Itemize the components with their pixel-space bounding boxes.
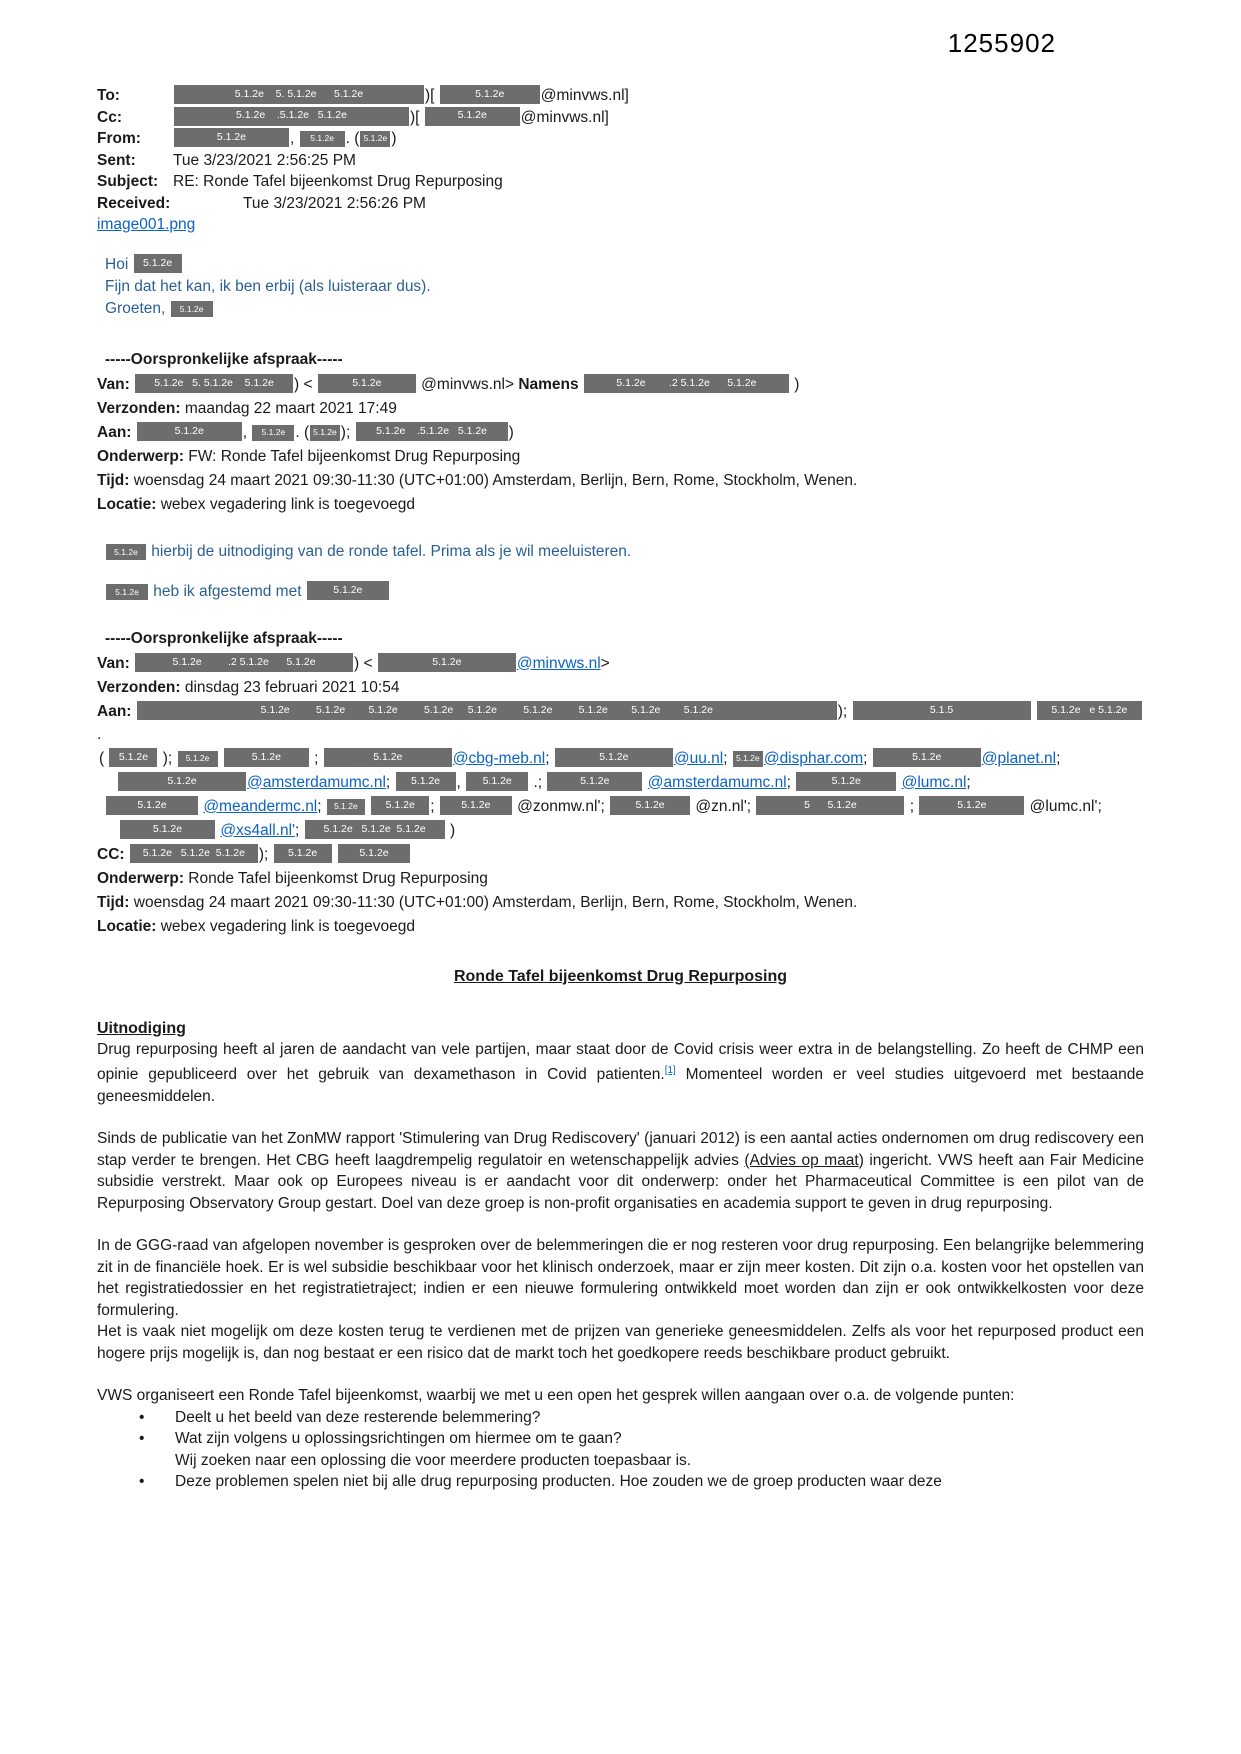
redaction-box: 5.1.2e 5.1.2e 5.1.2e 5.1.2e 5.1.2e 5.1.2e 5.1.2e 5.1.2e 5.1.2e [137, 701, 837, 720]
text: ); [258, 845, 273, 863]
text: , [242, 423, 252, 441]
redaction-box: 5.1.2e [120, 820, 215, 839]
van-row [97, 652, 1144, 675]
text: @minvws.nl] [540, 87, 629, 104]
redaction-box: 5.1.2e [171, 301, 213, 317]
text: Momenteel worden er veel studies uitgevoerd met bestaande geneesmiddelen. [97, 1066, 1149, 1105]
subject-value: RE: Ronde Tafel bijeenkomst Drug Repurposing [173, 173, 503, 190]
text: ; [863, 749, 872, 767]
email-link[interactable]: @minvws.nl [516, 654, 601, 672]
received-label: Received: [97, 194, 171, 212]
cc-value [129, 846, 411, 863]
tijd-row [97, 891, 1144, 914]
redaction-box: 5.1.2e [440, 85, 540, 104]
text: ) < [354, 654, 377, 672]
aan-row-line-2 [97, 747, 1144, 770]
onderwerp-label: Onderwerp: [97, 869, 189, 887]
bullet-item: • Deelt u het beeld van deze resterende belemmering? [97, 1407, 1144, 1429]
text [219, 750, 223, 767]
redaction-box: 5.1.2e [919, 796, 1024, 815]
email-link[interactable]: @disphar.com [763, 749, 864, 767]
redaction-box: 5.1.2e [555, 748, 673, 767]
email-link[interactable]: @lumc.nl [901, 773, 967, 791]
redaction-box: 5.1.2e [466, 772, 528, 791]
redaction-box: 5.1.2e [425, 107, 520, 126]
redaction-box: 5.1.2e .2 5.1.2e 5.1.2e [584, 374, 789, 393]
redaction-box: 5.1.2e [610, 796, 690, 815]
email-link[interactable]: @cbg-meb.nl [452, 749, 546, 767]
text: , [290, 130, 299, 147]
cc-label: CC: [97, 845, 129, 863]
cc-label: Cc: [97, 108, 122, 126]
document-title: Ronde Tafel bijeenkomst Drug Repurposing [453, 967, 788, 985]
redaction-box: 5.1.2e [338, 844, 410, 863]
redaction-box: 5.1.2e [360, 131, 390, 147]
locatie-label: Locatie: [97, 917, 161, 935]
from-label: From: [97, 130, 141, 147]
text [333, 846, 337, 863]
van-label: Van: [97, 654, 135, 672]
verzonden-label: Verzonden: [97, 399, 185, 417]
redaction-box: 5.1.2e [796, 772, 896, 791]
paragraph-1 [97, 1039, 1149, 1108]
attachment-link[interactable]: image001.png [97, 216, 196, 233]
text: ; [309, 749, 323, 767]
redaction-box: 5.1.2e [396, 772, 456, 791]
advies-op-maat-link[interactable]: (Advies op maat [744, 1151, 859, 1169]
redaction-box: 5.1.2e [106, 796, 198, 815]
text: ; [723, 749, 732, 767]
redaction-box: 5.1.2e 5.1.2e 5.1.2e [130, 844, 258, 863]
tijd-value: woensdag 24 maart 2021 09:30-11:30 (UTC+01:00) Amsterdam, Berlijn, Bern, Rome, Stockholm, Wenen. [133, 471, 858, 489]
page-number: 1255902 [947, 28, 1056, 58]
header-cc-row [97, 107, 1144, 129]
to-value [173, 85, 1144, 107]
redaction-box: 5.1.2e 5. 5.1.2e 5.1.2e [135, 374, 293, 393]
separator-original-appointment: -----Oorspronkelijke afspraak----- [105, 629, 343, 647]
uitnodiging-heading: Uitnodiging [97, 1019, 186, 1037]
discussion-points-list [97, 1407, 1144, 1450]
bullet-item: • Wat zijn volgens u oplossingsrichtingen om hiermee om te gaan? [97, 1428, 1144, 1450]
header-sent-row [97, 150, 1144, 172]
text: ; [385, 773, 395, 791]
text: ; [1056, 749, 1061, 767]
header-subject-row [97, 171, 1144, 193]
text: hierbij de uitnodiging van de ronde tafel. Prima als je wil meeluisteren. [147, 542, 632, 560]
text: ; [430, 797, 439, 815]
onderwerp-value: FW: Ronde Tafel bijeenkomst Drug Repurposing [188, 447, 521, 465]
verzonden-row [97, 397, 1144, 420]
redaction-box: 5.1.2e [174, 128, 289, 147]
text: Groeten, [105, 299, 170, 317]
text-bold: Namens [518, 375, 579, 393]
text: ) < [294, 375, 317, 393]
text: ; [786, 773, 796, 791]
van-label: Van: [97, 375, 135, 393]
redaction-box: 5.1.2e [106, 584, 148, 600]
redaction-box: 5.1.2e .2 5.1.2e 5.1.2e [135, 653, 353, 672]
locatie-row [97, 915, 1144, 938]
redaction-box: 5.1.2e [118, 772, 246, 791]
redaction-box: 5.1.2e [440, 796, 512, 815]
text: ; [295, 821, 304, 839]
text [579, 376, 583, 393]
aan-recipients [97, 703, 1143, 743]
redaction-box: 5.1.2e [378, 653, 516, 672]
paragraph-4: VWS organiseert een Ronde Tafel bijeenkomst, waarbij we met u een open het gesprek willen aangaan over o.a. de volgende punten: [97, 1387, 1015, 1405]
tijd-value: woensdag 24 maart 2021 09:30-11:30 (UTC+01:00) Amsterdam, Berlijn, Bern, Rome, Stockholm, Wenen. [133, 893, 858, 911]
tijd-row [97, 469, 1144, 492]
greeting-hoi [97, 254, 1144, 276]
text: @minvws.nl] [520, 108, 609, 126]
footnote-link[interactable]: [1] [664, 1065, 676, 1076]
text: ; [317, 797, 326, 815]
text: . [97, 725, 102, 743]
redaction-box: 5.1.2e [300, 131, 345, 147]
redaction-box: 5.1.2e [547, 772, 642, 791]
text: ) [445, 821, 456, 839]
redaction-box: 5.1.5 [853, 701, 1031, 720]
sent-value: Tue 3/23/2021 2:56:25 PM [173, 151, 356, 169]
text: ( [99, 749, 109, 767]
locatie-row [97, 493, 1144, 516]
redaction-box: 5.1.2e e 5.1.2e [1037, 701, 1142, 720]
text: . ( [295, 423, 310, 441]
onderwerp-value: Ronde Tafel bijeenkomst Drug Repurposing [188, 869, 488, 887]
text: ; [545, 749, 554, 767]
redaction-box: 5.1.2e [873, 748, 981, 767]
text: ) [391, 130, 397, 147]
bullet-sub-line: Wij zoeken naar een oplossing die voor meerdere producten toepasbaar is. [175, 1451, 692, 1469]
onderwerp-row [97, 445, 1144, 468]
redaction-box: 5.1.2e [137, 422, 242, 441]
locatie-label: Locatie: [97, 495, 161, 513]
redaction-box: 5 5.1.2e [756, 796, 904, 815]
redaction-box: 5.1.2e .5.1.2e 5.1.2e [356, 422, 508, 441]
email-link[interactable]: @xs4all.nl' [220, 821, 296, 839]
greeting-message [97, 254, 1144, 320]
email-link[interactable]: @meandermc.nl [203, 797, 318, 815]
redaction-box: 5.1.2e [178, 751, 218, 767]
paragraph-3b: Het is vaak niet mogelijk om deze kosten terug te verdienen met de prijzen van generieke geneesmiddelen. Zelfs als voor het repurposed product een hogere prijs mogelijk is, dan nog bestaat er een risico dat de markt toch het goedkopere reeds beschikbare product gebruikt. [97, 1323, 1149, 1362]
discussion-points-list [97, 1471, 1144, 1493]
sent-label: Sent: [97, 151, 136, 169]
greeting-groeten [97, 298, 1144, 320]
aan-value [136, 424, 514, 441]
paragraph-2 [97, 1128, 1149, 1214]
van-value [134, 655, 610, 672]
aan-row-line-5 [97, 819, 1144, 842]
text: Hoi [105, 255, 133, 273]
received-value: Tue 3/23/2021 2:56:26 PM [243, 194, 426, 212]
bullet-item: • Deze problemen spelen niet bij alle drug repurposing producten. Hoe zouden we de groep producten waar deze [97, 1471, 1144, 1493]
redaction-box: 5.1.2e [274, 844, 332, 863]
text: Sinds de publicatie van het ZonMW rapport 'Stimulering van Drug Rediscovery' (januari 2012) is een aantal acties ondernomen om drug rediscovery een stap verder te brengen. Het CBG heeft laagdrempelig regulatoir en wetenschappelijk advies [97, 1130, 1149, 1169]
aan-row [97, 421, 1144, 444]
text: ) [789, 375, 800, 393]
separator-original-appointment: -----Oorspronkelijke afspraak----- [105, 350, 343, 368]
subject-label: Subject: [97, 173, 159, 190]
text: )[ [425, 87, 439, 104]
appointment-block-2 [97, 627, 1144, 938]
redaction-box: 5.1.2e [371, 796, 429, 815]
onderwerp-row [97, 867, 1144, 890]
text: ; [905, 797, 919, 815]
header-from-row [97, 128, 1144, 150]
cc-row [97, 843, 1144, 866]
redaction-box: 5.1.2e [307, 581, 389, 600]
email-link[interactable]: @amsterdamumc.nl [247, 773, 386, 791]
redaction-box: 5.1.2e [327, 799, 365, 815]
redaction-box: 5.1.2e [310, 425, 340, 441]
text: @zn.nl'; [691, 797, 756, 815]
text: , [456, 773, 466, 791]
aan-label: Aan: [97, 702, 136, 720]
greeting-line [97, 276, 1144, 298]
locatie-value: webex vegadering link is toegevoegd [160, 917, 415, 935]
text: @minvws.nl> [416, 375, 519, 393]
aan-row-line-1 [97, 700, 1144, 746]
text: heb ik afgestemd met [149, 582, 306, 600]
redaction-box: 5.1.2e 5.1.2e 5.1.2e [305, 820, 445, 839]
email-link[interactable]: @planet.nl [981, 749, 1057, 767]
van-row [97, 373, 1144, 396]
text: ); [158, 749, 177, 767]
aan-row-line-4 [97, 795, 1144, 818]
redaction-box: 5.1.2e [109, 748, 157, 767]
email-link[interactable]: @uu.nl [673, 749, 724, 767]
header-received-row [97, 193, 1144, 215]
text [1032, 703, 1036, 720]
text: @zonmw.nl'; [512, 797, 610, 815]
text: > [600, 654, 610, 672]
from-value [173, 128, 1144, 150]
to-label: To: [97, 87, 120, 104]
redaction-box: 5.1.2e [733, 751, 763, 767]
verzonden-row [97, 676, 1144, 699]
aan-row-line-3 [97, 771, 1144, 794]
redaction-box: 5.1.2e .5.1.2e 5.1.2e [174, 107, 409, 126]
interjection-line-2 [97, 581, 1144, 603]
aan-label: Aan: [97, 423, 136, 441]
locatie-value: webex vegadering link is toegevoegd [160, 495, 415, 513]
redaction-box: 5.1.2e [318, 374, 416, 393]
redaction-box: 5.1.2e 5. 5.1.2e 5.1.2e [174, 85, 424, 104]
text: @lumc.nl'; [1025, 797, 1102, 815]
paragraph-3a: In de GGG-raad van afgelopen november is gesproken over de belemmeringen die er nog resteren voor drug repurposing. Een belangrijke belemmering zit in de financiële hoek. Er is wel subsidie beschikbaar voor het klinisch onderzoek, maar er zijn meer kosten. Dit zijn o.a. kosten voor het opstellen van het registratiedossier en het registratietraject; indien er een nieuwe formulering ontwikkeld moet worden dan zijn er ook ontwikkelkosten voor deze formulering. [97, 1237, 1149, 1319]
text: ; [966, 773, 971, 791]
tijd-label: Tijd: [97, 471, 134, 489]
text: .; [529, 773, 547, 791]
redaction-box: 5.1.2e [106, 544, 146, 560]
verzonden-value: dinsdag 23 februari 2021 10:54 [184, 678, 400, 696]
onderwerp-label: Onderwerp: [97, 447, 189, 465]
text: Drug repurposing heeft al jaren de aandacht van vele partijen, maar staat door de Covid crisis weer extra in de belangstelling. Zo heeft de CHMP een opinie gepubliceerd over het gebruik van dexamethason in Covid patienten. [97, 1040, 1149, 1084]
text: ); [340, 423, 355, 441]
text [366, 798, 370, 815]
van-value [134, 376, 799, 393]
text: ); [837, 702, 852, 720]
text: )[ [410, 108, 424, 126]
verzonden-value: maandag 22 maart 2021 17:49 [184, 399, 397, 417]
interjection-line-1 [97, 541, 1144, 563]
cc-value [173, 107, 1144, 129]
redaction-box: 5.1.2e [324, 748, 452, 767]
text: . ( [345, 130, 360, 147]
redaction-box: 5.1.2e [134, 254, 182, 273]
redaction-box: 5.1.2e [224, 748, 309, 767]
text: ) [508, 423, 514, 441]
email-link[interactable]: @amsterdamumc.nl [647, 773, 787, 791]
redaction-box: 5.1.2e [252, 425, 294, 441]
verzonden-label: Verzonden: [97, 678, 185, 696]
text: Fijn dat het kan, ik ben erbij (als luisteraar dus). [105, 277, 431, 295]
text: ) ingericht. VWS heeft aan Fair Medicine subsidie verstrekt. Maar ook op Europees niveau is er aandacht voor dit onderwerp: onder het Pharmaceutical Committee is een pilot van de Repurposing Observatory Group gestart. Doel van deze groep is non-profit organisaties en academia support te geven in drug repurposing. [97, 1151, 1149, 1212]
appointment-block-1 [97, 348, 1144, 516]
email-header [97, 85, 1144, 236]
header-to-row [97, 85, 1144, 107]
tijd-label: Tijd: [97, 893, 134, 911]
